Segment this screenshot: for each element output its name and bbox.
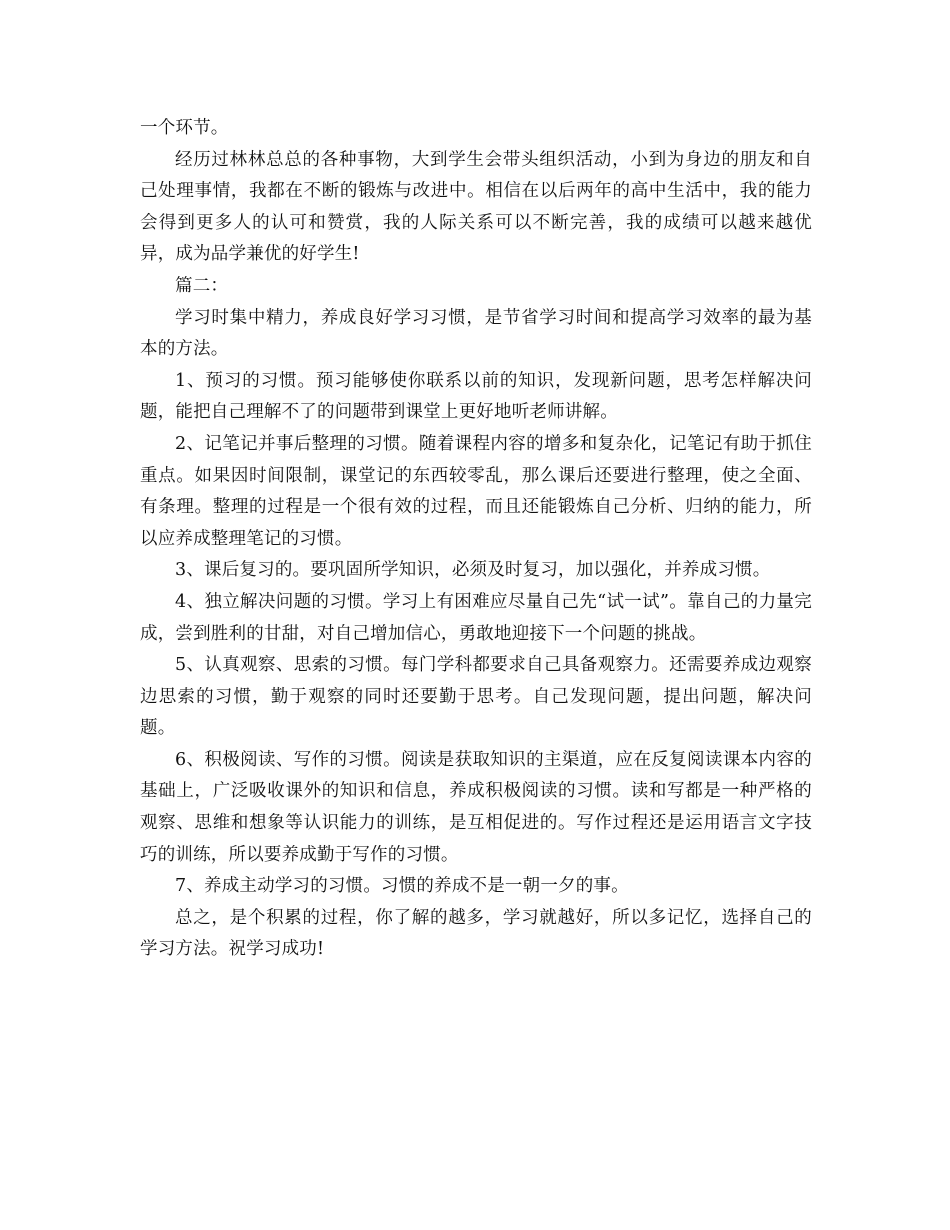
paragraph-continuation: 一个环节。 — [140, 118, 229, 138]
list-item-reading-writing-habit: 6、积极阅读、写作的习惯。阅读是获取知识的主渠道，应在反复阅读课本内容的基础上，广泛吸收课外的知识和信息，养成积极阅读的习惯。读和写都是一种严格的观察、思维和想象等认识能力的训练，是互相促进的。写作过程还是运用语言文字技巧的训练，所以要养成勤于写作的习惯。 — [140, 749, 812, 865]
list-item-review-habit: 3、课后复习的。要巩固所学知识，必须及时复习，加以强化，并养成习惯。 — [175, 560, 771, 581]
paragraph-experience: 经历过林林总总的各种事物，大到学生会带头组织活动，小到为身边的朋友和自己处理事情，我都在不断的锻炼与改进中。相信在以后两年的高中生活中，我的能力会得到更多人的认可和赞赏，我的人际关系可以不断完善，我的成绩可以越来越优异，成为品学兼优的好学生! — [140, 149, 812, 265]
list-item-independent-habit: 4、独立解决问题的习惯。学习上有困难应尽量自己先“试一试”。靠自己的力量完成，尝到胜利的甘甜，对自己增加信心，勇敢地迎接下一个问题的挑战。 — [140, 591, 812, 644]
list-item-preview-habit: 1、预习的习惯。预习能够使你联系以前的知识，发现新问题，思考怎样解决问题，能把自己理解不了的问题带到课堂上更好地听老师讲解。 — [140, 370, 812, 423]
list-item-observation-habit: 5、认真观察、思索的习惯。每门学科都要求自己具备观察力。还需要养成边观察边思索的习惯，勤于观察的同时还要勤于思考。自己发现问题，提出问题，解决问题。 — [140, 655, 812, 739]
document-body — [140, 113, 812, 966]
paragraph-intro: 学习时集中精力，养成良好学习习惯，是节省学习时间和提高学习效率的最为基本的方法。 — [140, 307, 812, 360]
paragraph-conclusion: 总之，是个积累的过程，你了解的越多，学习就越好，所以多记忆，选择自己的学习方法。祝学习成功! — [140, 907, 812, 960]
list-item-active-learning-habit: 7、养成主动学习的习惯。习惯的养成不是一朝一夕的事。 — [175, 876, 629, 897]
list-item-notes-habit: 2、记笔记并事后整理的习惯。随着课程内容的增多和复杂化，记笔记有助于抓住重点。如果因时间限制，课堂记的东西较零乱，那么课后还要进行整理，使之全面、有条理。整理的过程是一个很有效的过程，而且还能锻炼自己分析、归纳的能力，所以应养成整理笔记的习惯。 — [140, 433, 812, 549]
section-heading-part-two: 篇二： — [175, 275, 229, 296]
